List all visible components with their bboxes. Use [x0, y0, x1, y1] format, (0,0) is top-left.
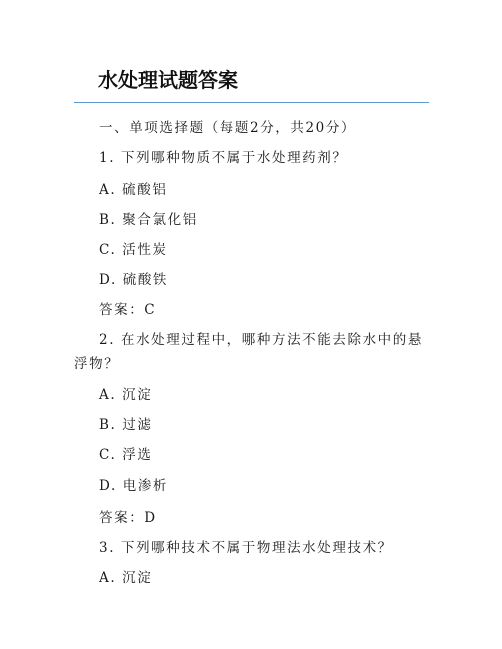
question-1-stem: 1. 下列哪种物质不属于水处理药剂？ [99, 150, 348, 166]
section-heading: 一、单项选择题（每题2分，共20分） [99, 120, 357, 136]
document-title: 水处理试题答案 [98, 68, 238, 92]
question-3-stem: 3. 下列哪种技术不属于物理法水处理技术？ [99, 540, 393, 556]
question-1-option-c: C. 活性炭 [99, 242, 168, 258]
question-2-answer: 答案：D [99, 510, 157, 526]
question-1-option-b: B. 聚合氯化铝 [99, 212, 198, 228]
question-2-option-a: A. 沉淀 [99, 387, 153, 403]
question-2-stem-line-1: 2. 在水处理过程中，哪种方法不能去除水中的悬 [99, 332, 423, 348]
question-2-option-d: D. 电渗析 [99, 478, 169, 494]
question-1-option-a: A. 硫酸铝 [99, 182, 168, 198]
question-2-option-b: B. 过滤 [99, 417, 153, 433]
title-underline [74, 102, 429, 103]
question-1-answer: 答案：C [99, 302, 157, 318]
question-2-stem-line-2: 浮物？ [74, 356, 120, 372]
question-3-option-a: A. 沉淀 [99, 570, 153, 586]
question-1-option-d: D. 硫酸铁 [99, 272, 169, 288]
question-2-option-c: C. 浮选 [99, 447, 153, 463]
